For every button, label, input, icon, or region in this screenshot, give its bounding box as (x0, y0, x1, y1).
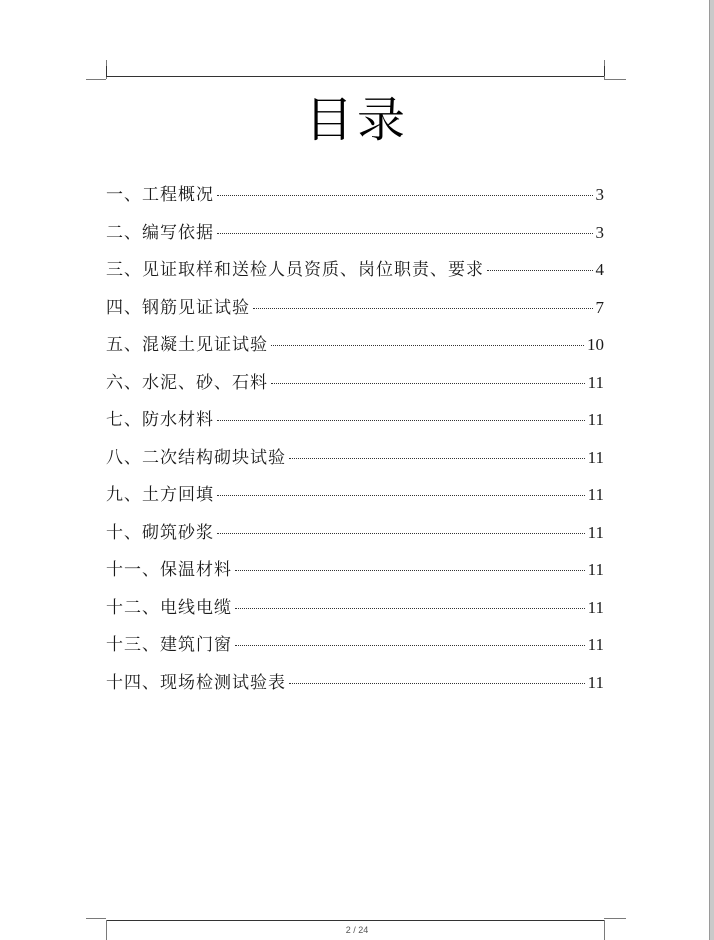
toc-dot-leader (217, 233, 593, 234)
toc-dot-leader (487, 270, 593, 271)
toc-entry-page-number: 11 (587, 447, 604, 467)
toc-entry-label: 三、见证取样和送检人员资质、岗位职责、要求 (106, 260, 484, 280)
toc-entry-label: 七、防水材料 (106, 410, 214, 430)
toc-entry-label: 六、水泥、砂、石料 (106, 372, 268, 393)
footer-rule (106, 920, 604, 921)
toc-entry-page-number: 11 (587, 410, 604, 429)
toc-dot-leader (217, 195, 593, 196)
toc-dot-leader (217, 420, 585, 421)
crop-mark-top-left-h (86, 79, 106, 80)
toc-entry-label: 十三、建筑门窗 (106, 635, 232, 655)
toc-entry-page-number: 3 (595, 185, 604, 204)
toc-entry-page-number: 4 (595, 260, 604, 279)
toc-entry[interactable] (106, 257, 604, 295)
toc-entry[interactable] (106, 445, 604, 483)
toc-entry[interactable] (106, 220, 604, 258)
toc-entry-page-number: 11 (587, 485, 604, 504)
toc-entry-label: 二、编写依据 (106, 222, 214, 243)
toc-entry-page-number: 11 (587, 560, 604, 579)
toc-entry-label: 九、土方回填 (106, 485, 214, 505)
toc-entry[interactable] (106, 632, 604, 670)
toc-entry-label: 八、二次结构砌块试验 (106, 447, 286, 468)
toc-entry-label: 一、工程概况 (106, 185, 214, 205)
crop-mark-bottom-right-h (604, 918, 626, 919)
toc-entry[interactable] (106, 482, 604, 520)
toc-dot-leader (235, 570, 585, 571)
toc-dot-leader (217, 533, 585, 534)
table-of-contents (106, 182, 604, 707)
toc-entry[interactable] (106, 520, 604, 558)
toc-entry[interactable] (106, 295, 604, 333)
toc-entry-page-number: 7 (595, 297, 604, 317)
toc-entry[interactable] (106, 557, 604, 595)
toc-dot-leader (235, 608, 585, 609)
toc-entry-page-number: 11 (587, 372, 604, 392)
toc-dot-leader (289, 458, 585, 459)
toc-dot-leader (217, 495, 585, 496)
toc-entry-label: 五、混凝土见证试验 (106, 335, 268, 355)
toc-entry[interactable] (106, 332, 604, 370)
footer-page-number: 2 / 24 (345, 925, 369, 935)
toc-entry-page-number: 11 (587, 522, 604, 542)
toc-entry-page-number: 11 (587, 672, 604, 692)
toc-dot-leader (235, 645, 585, 646)
toc-dot-leader (271, 345, 584, 346)
page-title: 目录 (304, 92, 409, 148)
toc-dot-leader (289, 683, 585, 684)
toc-entry-page-number: 11 (587, 635, 604, 654)
toc-entry-label: 十一、保温材料 (106, 560, 232, 580)
header-rule-right-tick (604, 66, 605, 76)
toc-entry-label: 四、钢筋见证试验 (106, 297, 250, 318)
toc-entry[interactable] (106, 407, 604, 445)
toc-entry-label: 十、砌筑砂浆 (106, 522, 214, 543)
toc-entry[interactable] (106, 670, 604, 708)
toc-entry-page-number: 10 (587, 335, 604, 354)
crop-mark-bottom-left-h (86, 918, 106, 919)
toc-entry[interactable] (106, 370, 604, 408)
toc-dot-leader (253, 308, 593, 309)
toc-entry-page-number: 11 (587, 597, 604, 617)
toc-entry-label: 十二、电线电缆 (106, 597, 232, 618)
toc-entry[interactable] (106, 182, 604, 220)
toc-entry-label: 十四、现场检测试验表 (106, 672, 286, 693)
header-rule (106, 76, 604, 77)
toc-entry-page-number: 3 (595, 222, 604, 242)
crop-mark-top-right-h (604, 79, 626, 80)
header-rule-left-tick (106, 66, 107, 76)
toc-dot-leader (271, 383, 585, 384)
toc-entry[interactable] (106, 595, 604, 633)
